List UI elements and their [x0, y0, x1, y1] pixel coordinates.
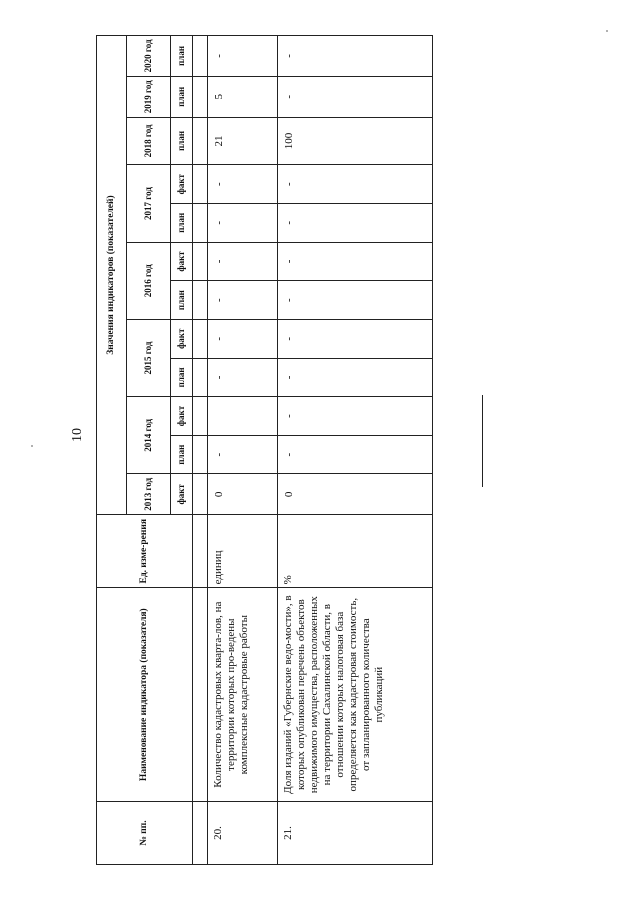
- header-plan: план: [171, 204, 193, 243]
- header-year: 2016 год: [127, 242, 171, 319]
- header-year: 2020 год: [127, 36, 171, 77]
- row-name: Доля изданий «Губернские ведо-мости», в которых опубликован перечень объектов недвижимого имущества, расположенных на территории Сахалинской области, в отношении которых налоговая база определяется как кадастровая стоимость, от запланированного количества публикаций: [278, 588, 433, 802]
- header-year: 2014 год: [127, 397, 171, 474]
- header-unit: Ед. изме-рения: [97, 515, 193, 588]
- row-unit: %: [278, 515, 433, 588]
- header-fact: факт: [171, 242, 193, 281]
- empty-cell: [193, 358, 208, 397]
- row-value: -: [208, 435, 278, 474]
- header-plan: план: [171, 358, 193, 397]
- empty-cell: [193, 36, 208, 77]
- row-value: -: [208, 165, 278, 204]
- row-name: Количество кадастровых кварта-лов, на территории которых про-ведены комплексные кадастровые работы: [208, 588, 278, 802]
- indicator-table-rotated: [96, 35, 421, 865]
- header-fact: факт: [171, 474, 193, 515]
- empty-cell: [193, 165, 208, 204]
- empty-cell: [193, 281, 208, 320]
- row-value: -: [208, 204, 278, 243]
- row-value: 0: [208, 474, 278, 515]
- row-value: -: [208, 242, 278, 281]
- empty-cell: [193, 117, 208, 165]
- header-plan: план: [171, 76, 193, 117]
- row-value: 0: [278, 474, 433, 515]
- scan-speck: [31, 445, 33, 447]
- signature-line: [482, 395, 483, 487]
- row-value: -: [278, 281, 433, 320]
- empty-cell: [193, 397, 208, 436]
- header-name: Наименование индикатора (показателя): [97, 588, 193, 802]
- scan-speck: [606, 30, 608, 32]
- header-fact: факт: [171, 165, 193, 204]
- empty-cell: [193, 515, 208, 588]
- row-value: -: [278, 397, 433, 436]
- row-value: 21: [208, 117, 278, 165]
- header-plan: план: [171, 435, 193, 474]
- row-num: 20.: [208, 801, 278, 864]
- row-value: -: [278, 36, 433, 77]
- row-value: -: [278, 358, 433, 397]
- row-value: 5: [208, 76, 278, 117]
- row-value: -: [208, 319, 278, 358]
- row-value: -: [278, 204, 433, 243]
- row-value: 100: [278, 117, 433, 165]
- empty-cell: [193, 242, 208, 281]
- row-value: -: [208, 358, 278, 397]
- header-year: 2017 год: [127, 165, 171, 242]
- row-num: 21.: [278, 801, 433, 864]
- header-fact: факт: [171, 397, 193, 436]
- empty-cell: [193, 801, 208, 864]
- table-row: [278, 36, 433, 865]
- empty-cell: [193, 588, 208, 802]
- table-row: [208, 36, 278, 865]
- empty-cell: [193, 319, 208, 358]
- header-plan: план: [171, 281, 193, 320]
- row-value: -: [278, 242, 433, 281]
- row-value: -: [278, 435, 433, 474]
- empty-cell: [193, 204, 208, 243]
- row-value: -: [208, 281, 278, 320]
- empty-cell: [193, 435, 208, 474]
- header-year: 2019 год: [127, 76, 171, 117]
- header-values: Значения индикаторов (показателей): [97, 36, 127, 515]
- row-value: -: [278, 76, 433, 117]
- header-fact: факт: [171, 319, 193, 358]
- header-plan: план: [171, 117, 193, 165]
- header-year: 2013 год: [127, 474, 171, 515]
- page-number: 10: [70, 428, 85, 442]
- indicator-table: [96, 35, 433, 865]
- empty-cell: [193, 474, 208, 515]
- row-value: [208, 397, 278, 436]
- row-value: -: [208, 36, 278, 77]
- header-num: № пп.: [97, 801, 193, 864]
- header-year: 2015 год: [127, 319, 171, 396]
- row-unit: единиц: [208, 515, 278, 588]
- row-value: -: [278, 319, 433, 358]
- header-plan: план: [171, 36, 193, 77]
- row-value: -: [278, 165, 433, 204]
- empty-cell: [193, 76, 208, 117]
- header-year: 2018 год: [127, 117, 171, 165]
